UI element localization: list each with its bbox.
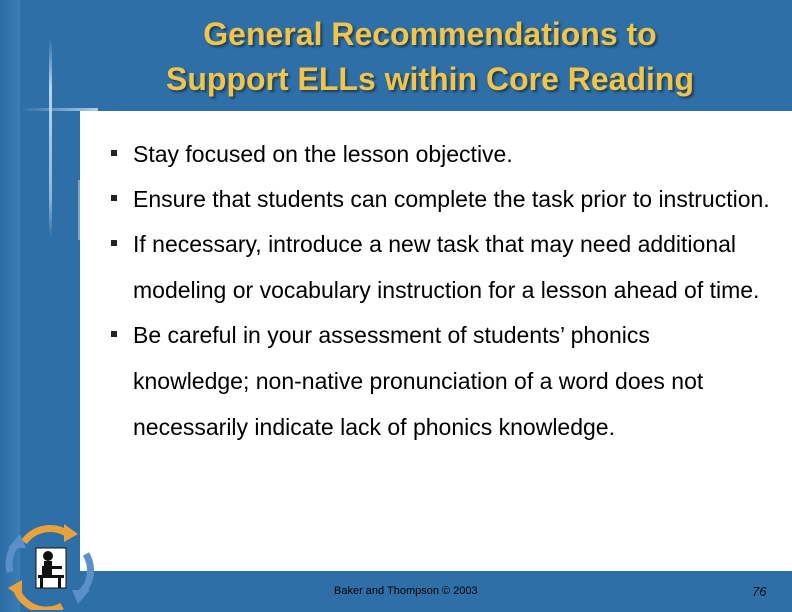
decorative-inner-line bbox=[78, 180, 80, 240]
bullet-text: Ensure that students can complete the task prior to instruction. bbox=[133, 186, 770, 212]
reading-person-cycle-logo-icon bbox=[2, 520, 98, 610]
bullet-text: Stay focused on the lesson objective. bbox=[133, 141, 513, 167]
slide-title bbox=[100, 12, 760, 102]
bullet-square-icon bbox=[111, 150, 117, 156]
title-line-1: General Recommendations to bbox=[203, 16, 657, 52]
bullet-item bbox=[111, 131, 771, 177]
bullet-text: Be careful in your assessment of students’ phonics knowledge; non-native pronunciation of a word does not necessarily indicate lack of phonics knowledge. bbox=[133, 322, 704, 440]
bullet-item bbox=[111, 221, 771, 313]
page-number: 76 bbox=[752, 584, 767, 599]
decorative-vertical-line bbox=[49, 38, 52, 238]
bullet-item bbox=[111, 312, 771, 450]
bullet-square-icon bbox=[111, 240, 117, 246]
footer-credit: Baker and Thompson © 2003 bbox=[334, 585, 478, 597]
bullet-item bbox=[111, 176, 771, 222]
bullet-text: If necessary, introduce a new task that may need additional modeling or vocabulary instruction for a lesson ahead of time. bbox=[133, 231, 760, 303]
title-line-2: Support ELLs within Core Reading bbox=[166, 61, 694, 97]
bullet-square-icon bbox=[111, 331, 117, 337]
bullet-list bbox=[111, 131, 771, 449]
bullet-square-icon bbox=[111, 195, 117, 201]
